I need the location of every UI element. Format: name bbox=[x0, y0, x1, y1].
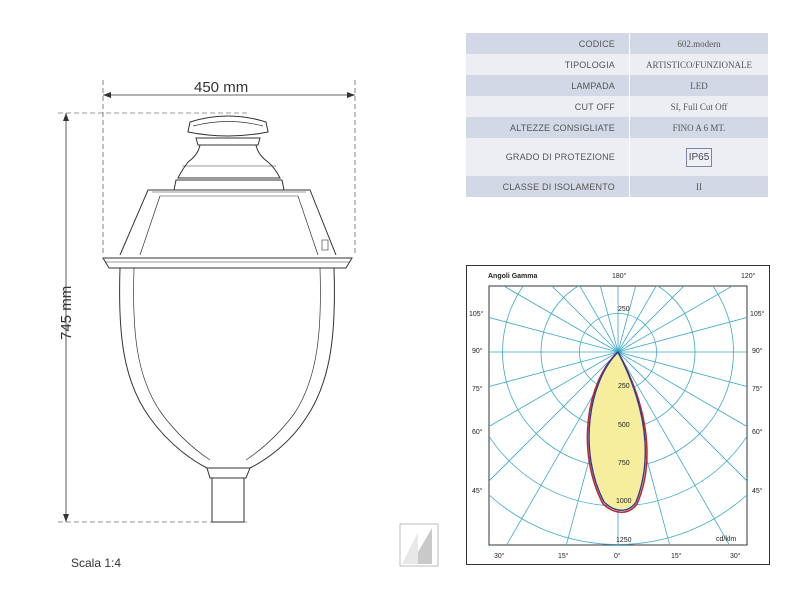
top-label-120: 120° bbox=[741, 273, 756, 280]
radial-label: 250 bbox=[618, 306, 630, 313]
bottom-label-0: 0° bbox=[614, 553, 621, 560]
spec-label: GRADO DI PROTEZIONE bbox=[466, 138, 630, 176]
spec-row-lampada bbox=[466, 75, 768, 96]
right-label-90: 90° bbox=[752, 348, 763, 355]
radial-label: 500 bbox=[618, 422, 630, 429]
page-fold-icon bbox=[398, 522, 442, 568]
left-label-60: 60° bbox=[472, 429, 483, 436]
spec-row-protezione bbox=[466, 138, 768, 176]
radial-label: 750 bbox=[618, 460, 630, 467]
spec-label: TIPOLOGIA bbox=[466, 54, 630, 75]
right-label-75: 75° bbox=[752, 386, 763, 393]
spec-value: LED bbox=[630, 75, 769, 96]
spec-value: ARTISTICO/FUNZIONALE bbox=[630, 54, 769, 75]
polar-photometric-diagram bbox=[466, 265, 770, 565]
right-label-45: 45° bbox=[752, 488, 763, 495]
right-label-105: 105° bbox=[750, 311, 765, 318]
right-label-60: 60° bbox=[752, 429, 763, 436]
top-label-180: 180° bbox=[612, 273, 627, 280]
left-label-105: 105° bbox=[469, 311, 484, 318]
polar-title: Angoli Gamma bbox=[488, 273, 538, 280]
bottom-label-15-right: 15° bbox=[671, 553, 682, 560]
spec-label: ALTEZZE CONSIGLIATE bbox=[466, 117, 630, 138]
bottom-label-30-left: 30° bbox=[494, 553, 505, 560]
spec-row-tipologia bbox=[466, 54, 768, 75]
scale-label: Scala 1:4 bbox=[71, 556, 122, 570]
bottom-label-15-left: 15° bbox=[558, 553, 569, 560]
spec-label: CODICE bbox=[466, 33, 630, 54]
left-label-90: 90° bbox=[472, 348, 483, 355]
spec-row-codice bbox=[466, 33, 768, 54]
radial-label: 1000 bbox=[616, 498, 632, 505]
radial-label: 250 bbox=[618, 383, 630, 390]
spec-value: 602.modern bbox=[630, 33, 769, 54]
ip-rating-badge: IP65 bbox=[686, 148, 713, 167]
spec-label: LAMPADA bbox=[466, 75, 630, 96]
bottom-label-30-right: 30° bbox=[730, 553, 741, 560]
spec-value: FINO A 6 MT. bbox=[630, 117, 769, 138]
unit-label: cd/klm bbox=[716, 536, 737, 543]
spec-table bbox=[466, 33, 768, 197]
spec-label: CLASSE DI ISOLAMENTO bbox=[466, 176, 630, 197]
width-dimension-label: 450 mm bbox=[194, 79, 249, 96]
height-dimension-label: 745 mm bbox=[58, 285, 75, 340]
spec-value: SI, Full Cut Off bbox=[630, 96, 769, 117]
spec-row-isolamento bbox=[466, 176, 768, 197]
spec-value bbox=[630, 138, 769, 176]
spec-label: CUT OFF bbox=[466, 96, 630, 117]
spec-row-altezze bbox=[466, 117, 768, 138]
spec-value: II bbox=[630, 176, 769, 197]
left-label-45: 45° bbox=[472, 488, 483, 495]
spec-row-cutoff bbox=[466, 96, 768, 117]
left-label-75: 75° bbox=[472, 386, 483, 393]
radial-label: 1250 bbox=[616, 537, 632, 544]
